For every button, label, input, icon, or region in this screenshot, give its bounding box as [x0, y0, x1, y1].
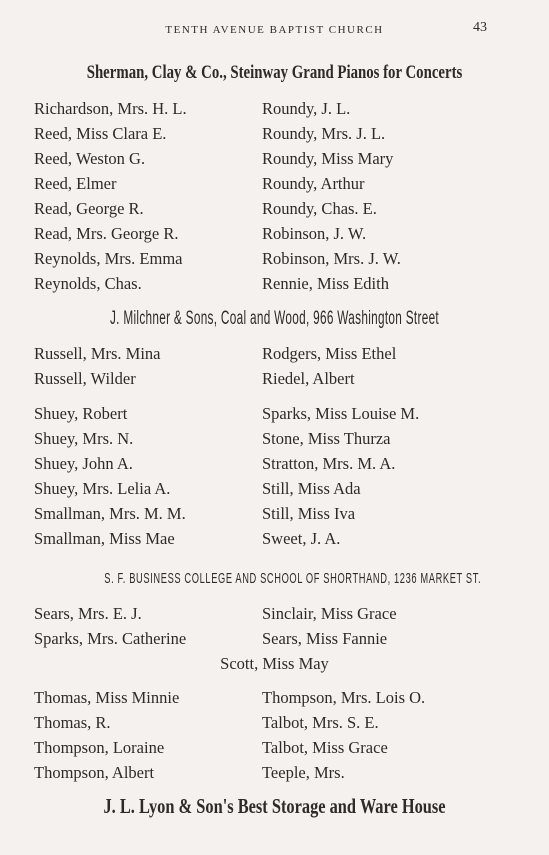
- member-name: Sears, Miss Fannie: [262, 629, 388, 648]
- member-list-sears-group: [0, 601, 549, 676]
- member-name: Thomas, Miss Minnie: [34, 688, 180, 707]
- list-row: [0, 401, 549, 426]
- member-name: Thompson, Loraine: [34, 738, 165, 757]
- member-name: Still, Miss Ada: [262, 479, 361, 498]
- member-name: Shuey, Mrs. N.: [34, 429, 134, 448]
- member-name: Roundy, J. L.: [262, 99, 351, 118]
- member-name: Talbot, Miss Grace: [262, 738, 388, 757]
- member-name: Smallman, Miss Mae: [34, 529, 175, 548]
- list-row: [0, 501, 549, 526]
- member-name: Scott, Miss May: [220, 654, 329, 673]
- list-row: [0, 651, 549, 676]
- member-name: Sparks, Miss Louise M.: [262, 404, 420, 423]
- list-row: [0, 341, 549, 366]
- member-name: Riedel, Albert: [262, 369, 355, 388]
- member-name: Teeple, Mrs.: [262, 763, 345, 782]
- list-row: [0, 476, 549, 501]
- member-name: Talbot, Mrs. S. E.: [262, 713, 379, 732]
- member-name: Robinson, Mrs. J. W.: [262, 249, 401, 268]
- list-row: [0, 366, 549, 391]
- member-name: Shuey, Mrs. Lelia A.: [34, 479, 171, 498]
- member-name: Reed, Miss Clara E.: [34, 124, 167, 143]
- member-name: Roundy, Mrs. J. L.: [262, 124, 386, 143]
- list-row: [0, 171, 549, 196]
- list-row: [0, 246, 549, 271]
- list-row: [0, 626, 549, 651]
- member-name: Thompson, Mrs. Lois O.: [262, 688, 426, 707]
- member-name: Russell, Wilder: [34, 369, 136, 388]
- list-row: [0, 426, 549, 451]
- member-name: Reynolds, Mrs. Emma: [34, 249, 183, 268]
- list-row: [0, 221, 549, 246]
- member-list-t-group: [0, 685, 549, 785]
- member-name: Roundy, Arthur: [262, 174, 365, 193]
- member-name: Thomas, R.: [34, 713, 111, 732]
- member-name: Shuey, Robert: [34, 404, 128, 423]
- member-list-s-group: [0, 401, 549, 551]
- member-name: Sears, Mrs. E. J.: [34, 604, 142, 623]
- member-name: Sparks, Mrs. Catherine: [34, 629, 187, 648]
- member-name: Still, Miss Iva: [262, 504, 356, 523]
- advertisement-business-college: S. F. BUSINESS COLLEGE AND SCHOOL OF SHORTHAND, 1236 MARKET ST.: [104, 570, 482, 587]
- list-row: [0, 196, 549, 221]
- page-number: 43: [473, 20, 487, 35]
- member-name: Shuey, John A.: [34, 454, 133, 473]
- list-row: [0, 685, 549, 710]
- member-name: Smallman, Mrs. M. M.: [34, 504, 186, 523]
- member-name: Sinclair, Miss Grace: [262, 604, 397, 623]
- list-row: [0, 601, 549, 626]
- member-name: Read, George R.: [34, 199, 144, 218]
- member-name: Richardson, Mrs. H. L.: [34, 99, 187, 118]
- advertisement-sherman-clay: Sherman, Clay & Co., Steinway Grand Pianos for Concerts: [86, 62, 463, 83]
- member-name: Roundy, Chas. E.: [262, 199, 377, 218]
- member-list-russell-group: [0, 341, 549, 391]
- member-list-r-group: [0, 96, 549, 296]
- running-head: TENTH AVENUE BAPTIST CHURCH: [165, 24, 384, 36]
- member-name: Sweet, J. A.: [262, 529, 341, 548]
- member-name: Rodgers, Miss Ethel: [262, 344, 397, 363]
- list-row: [0, 760, 549, 785]
- member-name: Reynolds, Chas.: [34, 274, 142, 293]
- list-row: [0, 121, 549, 146]
- list-row: [0, 710, 549, 735]
- member-name: Reed, Elmer: [34, 174, 117, 193]
- list-row: [0, 735, 549, 760]
- list-row: [0, 146, 549, 171]
- member-name: Roundy, Miss Mary: [262, 149, 394, 168]
- advertisement-lyon-storage: J. L. Lyon & Son's Best Storage and Ware House: [103, 794, 446, 818]
- list-row: [0, 271, 549, 296]
- member-name: Robinson, J. W.: [262, 224, 367, 243]
- advertisement-milchner: J. Milchner & Sons, Coal and Wood, 966 Washington Street: [109, 308, 440, 329]
- member-name: Reed, Weston G.: [34, 149, 146, 168]
- member-name: Russell, Mrs. Mina: [34, 344, 161, 363]
- list-row: [0, 451, 549, 476]
- member-name: Stone, Miss Thurza: [262, 429, 391, 448]
- member-name: Rennie, Miss Edith: [262, 274, 389, 293]
- member-name: Thompson, Albert: [34, 763, 155, 782]
- member-name: Read, Mrs. George R.: [34, 224, 179, 243]
- list-row: [0, 526, 549, 551]
- member-name: Stratton, Mrs. M. A.: [262, 454, 396, 473]
- list-row: [0, 96, 549, 121]
